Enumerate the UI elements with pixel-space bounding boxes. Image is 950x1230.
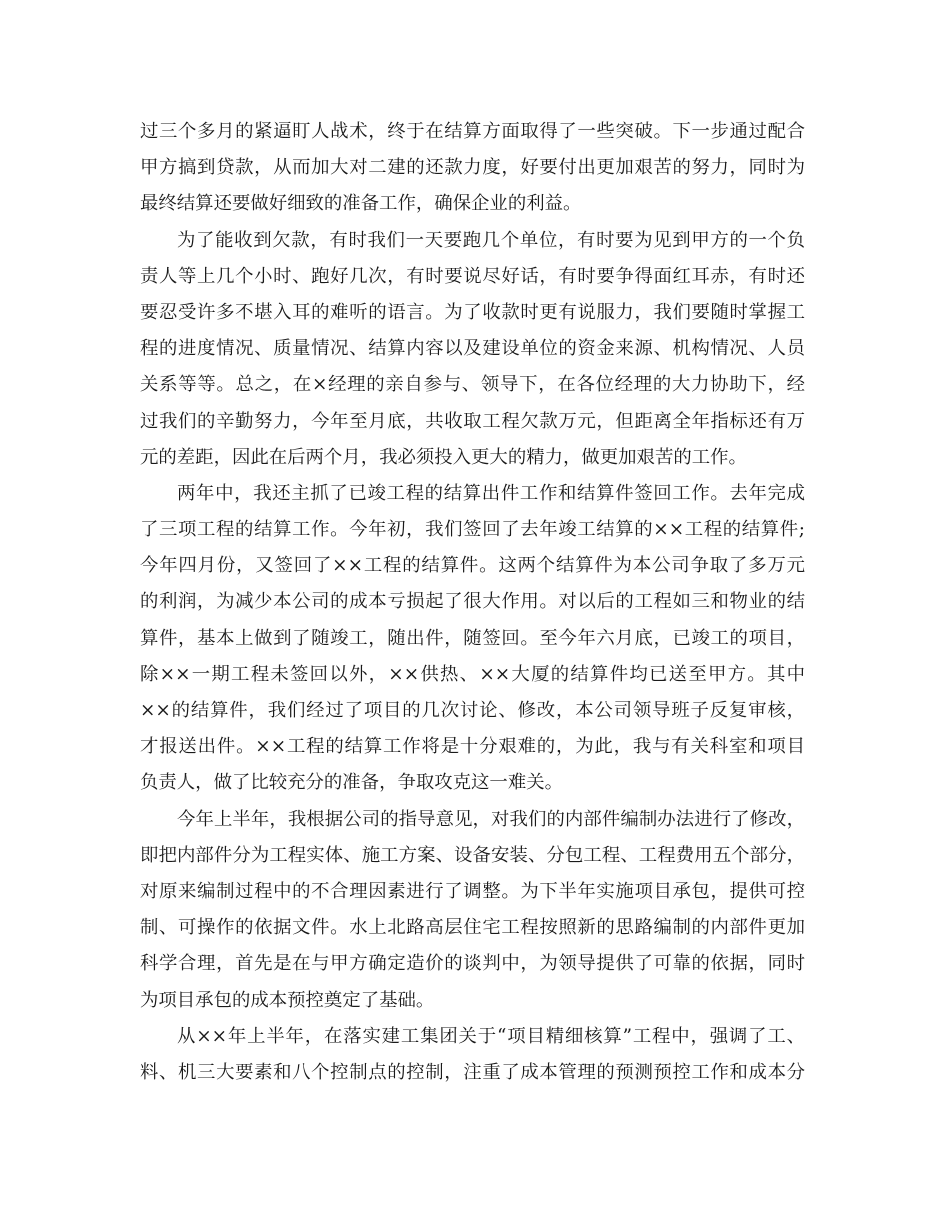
text-line: 过三个多月的紧逼盯人战术，终于在结算方面取得了一些突破。下一步通过配合 [140, 121, 805, 142]
text-line: 负责人，做了比较充分的准备，争取攻克这一难关。 [140, 772, 563, 794]
text-line: 的利润，为减少本公司的成本亏损起了很大作用。对以后的工程如三和物业的结 [140, 591, 805, 613]
text-line: 今年四月份，又签回了××工程的结算件。这两个结算件为本公司争取了多万元 [140, 555, 805, 577]
text-line: 今年上半年，我根据公司的指导意见，对我们的内部件编制办法进行了修改， [177, 808, 805, 830]
paragraph [140, 802, 805, 1019]
text-line: 即把内部件分为工程实体、施工方案、设备安装、分包工程、工程费用五个部分， [140, 844, 805, 866]
paragraph [140, 223, 805, 476]
text-line: 甲方搞到贷款，从而加大对二建的还款力度，好要付出更加艰苦的努力，同时为 [140, 157, 805, 179]
text-line: 料、机三大要素和八个控制点的控制，注重了成本管理的预测预控工作和成本分 [140, 1061, 805, 1083]
text-line: 从××年上半年，在落实建工集团关于“项目精细核算”工程中，强调了工、 [177, 1025, 805, 1047]
paragraph [140, 476, 805, 802]
text-line: 除××一期工程未签回以外，××供热、××大厦的结算件均已送至甲方。其中 [140, 663, 805, 685]
text-line: 制、可操作的依据文件。水上北路高层住宅工程按照新的思路编制的内部件更加 [140, 917, 805, 939]
text-line: 为项目承包的成本预控奠定了基础。 [140, 989, 435, 1011]
text-line: 责人等上几个小时、跑好几次，有时要说尽好话，有时要争得面红耳赤，有时还 [140, 265, 805, 287]
text-line: 科学合理，首先是在与甲方确定造价的谈判中，为领导提供了可靠的依据，同时 [140, 953, 805, 975]
text-line: 最终结算还要做好细致的准备工作，确保企业的利益。 [140, 193, 582, 215]
text-line: 才报送出件。××工程的结算工作将是十分艰难的，为此，我与有关科室和项目 [140, 736, 805, 758]
text-line: ××的结算件，我们经过了项目的几次讨论、修改，本公司领导班子反复审核， [140, 700, 805, 721]
text-line: 为了能收到欠款，有时我们一天要跑几个单位，有时要为见到甲方的一个负 [177, 229, 805, 251]
document-body [140, 114, 805, 1091]
paragraph [140, 1019, 805, 1091]
paragraph [140, 114, 805, 223]
text-line: 关系等等。总之，在×经理的亲自参与、领导下，在各位经理的大力协助下，经 [140, 374, 805, 396]
text-line: 要忍受许多不堪入耳的难听的语言。为了收款时更有说服力，我们要随时掌握工 [140, 301, 805, 323]
text-line: 元的差距，因此在后两个月，我必须投入更大的精力，做更加艰苦的工作。 [140, 446, 747, 468]
text-line: 两年中，我还主抓了已竣工程的结算出件工作和结算件签回工作。去年完成 [177, 482, 805, 504]
text-line: 了三项工程的结算工作。今年初，我们签回了去年竣工结算的××工程的结算件; [140, 519, 805, 541]
text-line: 对原来编制过程中的不合理因素进行了调整。为下半年实施项目承包，提供可控 [140, 880, 805, 902]
text-line: 算件，基本上做到了随竣工，随出件，随签回。至今年六月底，已竣工的项目， [140, 627, 805, 649]
text-line: 程的进度情况、质量情况、结算内容以及建设单位的资金来源、机构情况、人员 [140, 338, 805, 360]
text-line: 过我们的辛勤努力，今年至月底，共收取工程欠款万元，但距离全年指标还有万 [140, 410, 805, 432]
